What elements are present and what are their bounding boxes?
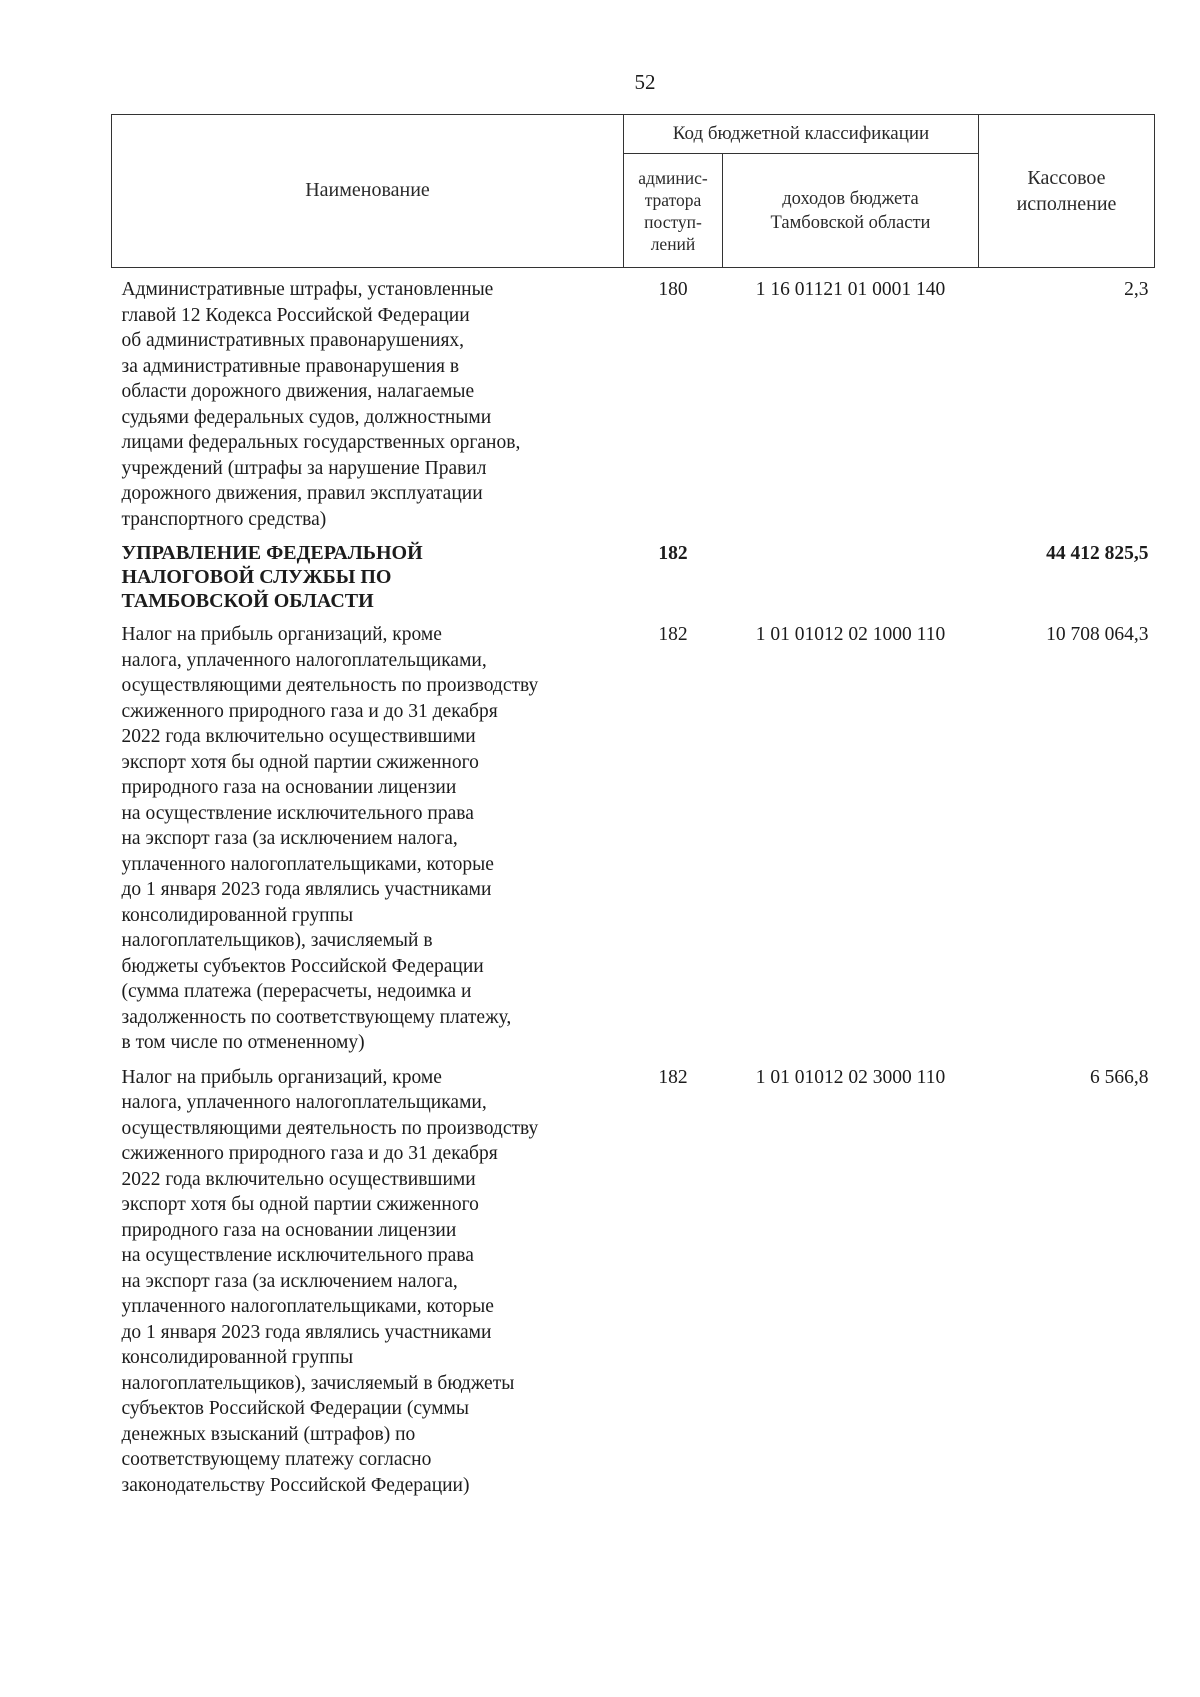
table-header	[112, 115, 1155, 268]
cell-name-line: об административных правонарушениях,	[121, 330, 465, 351]
cell-name-line: налога, уплаченного налогоплательщиками,	[121, 1092, 487, 1113]
cell-name-line: на экспорт газа (за исключением налога,	[121, 1270, 458, 1292]
cell-cash-execution: 10 708 064,3	[1046, 624, 1149, 645]
table-row	[112, 268, 1155, 533]
header-revenue-administrator	[624, 154, 723, 268]
table-body	[112, 268, 1155, 1499]
cell-name-line: денежных взысканий (штрафов) по	[121, 1423, 416, 1445]
header-regional-budget-revenue-code	[723, 154, 979, 268]
cell-name-line: в том числе по отмененному)	[121, 1032, 365, 1053]
cell-name-line: бюджеты субъектов Российской Федерации	[121, 955, 484, 977]
cell-administrator-code: 182	[658, 624, 688, 645]
cell-name-line: субъектов Российской Федерации (суммы	[121, 1398, 469, 1419]
cell-revenue-code: 1 01 01012 02 3000 110	[755, 1066, 946, 1088]
cell-name-line: налогоплательщиков), зачисляемый в	[121, 930, 433, 951]
cell-name-line: осуществляющими деятельность по производству	[121, 675, 539, 696]
cell-name-line: за административные правонарушения в	[121, 355, 460, 377]
cell-name-line: налогоплательщиков), зачисляемый в бюджеты	[121, 1372, 515, 1394]
cell-name-line: дорожного движения, правил эксплуатации	[121, 483, 483, 504]
cell-name-line: главой 12 Кодекса Российской Федерации	[121, 304, 470, 326]
cell-name-line: задолженность по соответствующему платежу,	[121, 1006, 512, 1028]
cell-name-line: 2022 года включительно осуществившими	[121, 726, 476, 747]
cell-name-line: транспортного средства)	[121, 508, 327, 530]
cell-name-line: учреждений (штрафы за нарушение Правил	[121, 457, 487, 479]
budget-revenue-table	[111, 114, 1155, 1498]
cell-administrator-code: 182	[658, 1066, 688, 1088]
cell-name-line: на экспорт газа (за исключением налога,	[121, 828, 458, 849]
cell-name-line: экспорт хотя бы одной партии сжиженного	[121, 1194, 479, 1215]
cell-name	[112, 613, 624, 1056]
cell-name-line: уплаченного налогоплательщиками, которые	[121, 853, 494, 875]
cell-name-line: УПРАВЛЕНИЕ ФЕДЕРАЛЬНОЙ	[121, 542, 423, 564]
page-number: 52	[634, 70, 656, 94]
table-row	[112, 613, 1155, 1056]
cell-name-line: экспорт хотя бы одной партии сжиженного	[121, 751, 479, 773]
cell-name-line: осуществляющими деятельность по производству	[121, 1117, 539, 1139]
cell-name-line: ТАМБОВСКОЙ ОБЛАСТИ	[121, 590, 374, 612]
cell-name	[112, 1056, 624, 1499]
cell-name-line: до 1 января 2023 года являлись участниками	[121, 879, 492, 900]
header-code-line: Тамбовской области	[770, 212, 931, 233]
cell-name-line: 2022 года включительно осуществившими	[121, 1168, 476, 1190]
cell-name-line: Налог на прибыль организаций, кроме	[121, 624, 442, 645]
cell-name-line: природного газа на основании лицензии	[121, 1219, 457, 1241]
header-admin-line: поступ-	[644, 211, 702, 232]
cell-name-line: соответствующему платежу согласно	[121, 1449, 432, 1470]
cell-name-line: на осуществление исключительного права	[121, 1245, 474, 1266]
cell-name-line: Налог на прибыль организаций, кроме	[121, 1066, 442, 1088]
cell-revenue-code: 1 01 01012 02 1000 110	[755, 624, 946, 645]
cell-name-line: сжиженного природного газа и до 31 декабря	[121, 1143, 498, 1164]
cell-name-line: законодательству Российской Федерации)	[121, 1474, 470, 1496]
cell-revenue-code: 1 16 01121 01 0001 140	[755, 279, 946, 300]
cell-cash-execution: 6 566,8	[1090, 1066, 1149, 1088]
cell-name-line: консолидированной группы	[121, 1347, 354, 1368]
cell-name-line: налога, уплаченного налогоплательщиками,	[121, 649, 487, 671]
header-code-line: доходов бюджета	[782, 188, 919, 209]
cell-administrator-code: 180	[658, 279, 688, 300]
cell-name-line: уплаченного налогоплательщиками, которые	[121, 1296, 494, 1317]
cell-name-line: судьями федеральных судов, должностными	[121, 406, 492, 428]
header-budget-classification-code: Код бюджетной классификации	[624, 115, 979, 154]
header-cash-execution-line: исполнение	[1016, 193, 1117, 215]
cell-revenue-code	[723, 532, 979, 613]
cell-name-line: природного газа на основании лицензии	[121, 777, 457, 798]
cell-name-line: консолидированной группы	[121, 904, 354, 926]
header-name: Наименование	[112, 115, 624, 268]
cell-name-line: до 1 января 2023 года являлись участниками	[121, 1321, 492, 1343]
cell-cash-execution: 2,3	[1124, 279, 1149, 300]
cell-name	[112, 532, 624, 613]
table-row-section-heading	[112, 532, 1155, 613]
cell-administrator-code: 182	[658, 543, 688, 564]
cell-name-line: на осуществление исключительного права	[121, 802, 474, 824]
cell-name-line: области дорожного движения, налагаемые	[121, 381, 475, 402]
table-row	[112, 1056, 1155, 1499]
cell-name-line: Административные штрафы, установленные	[121, 279, 494, 300]
cell-name	[112, 268, 624, 533]
cell-name-line: лицами федеральных государственных органов,	[121, 432, 521, 453]
header-admin-line: админис-	[638, 167, 708, 188]
cell-name-line: (сумма платежа (перерасчеты, недоимка и	[121, 981, 472, 1002]
cell-name-line: сжиженного природного газа и до 31 декабря	[121, 700, 498, 722]
header-admin-line: лений	[650, 233, 696, 254]
cell-cash-execution: 44 412 825,5	[1046, 543, 1149, 564]
header-cash-execution	[979, 115, 1155, 268]
cell-name-line: НАЛОГОВОЙ СЛУЖБЫ ПО	[121, 566, 392, 588]
header-admin-line: тратора	[644, 189, 702, 210]
header-cash-execution-line: Кассовое	[1027, 167, 1106, 189]
